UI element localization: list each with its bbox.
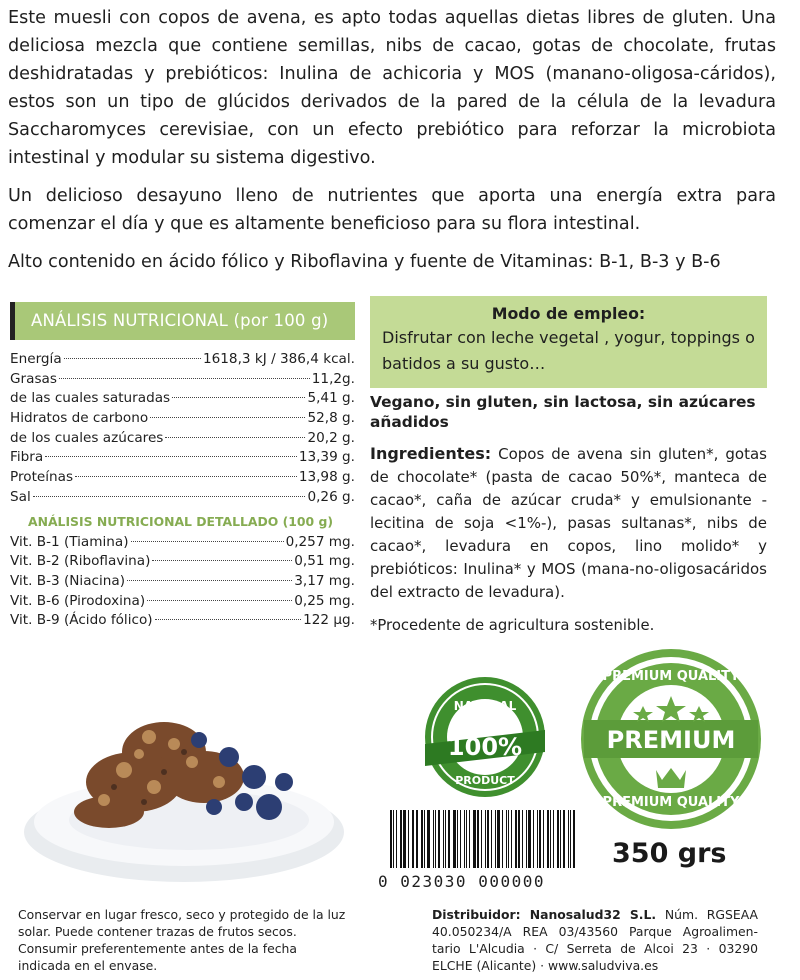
- nutrition-row: [10, 448, 355, 468]
- nutrition-row-value: 0,26 g.: [307, 488, 355, 505]
- barcode-bar: [413, 810, 414, 868]
- nutrition-row-label: Vit. B-9 (Ácido fólico): [10, 612, 153, 629]
- barcode-bar: [469, 810, 470, 868]
- barcode-bar: [453, 810, 456, 868]
- sustainability-note: *Procedente de agricultura sostenible.: [370, 617, 655, 634]
- nutrition-row-value: 13,39 g.: [298, 449, 355, 466]
- nutrition-row: [10, 389, 355, 409]
- nutrition-row: [10, 592, 355, 612]
- nutrition-row-label: Vit. B-6 (Pirodoxina): [10, 592, 146, 609]
- nutrition-rows: [10, 350, 355, 508]
- barcode-bar: [448, 810, 450, 868]
- barcode-bar: [539, 810, 541, 868]
- barcode-bar: [533, 810, 534, 868]
- nutrition-row-label: Fibra: [10, 449, 44, 466]
- barcode-bar: [466, 810, 467, 868]
- barcode-bar: [403, 810, 406, 868]
- dot-leader: [45, 456, 297, 457]
- barcode-bar: [433, 810, 434, 868]
- ingredients-text: Copos de avena sin gluten*, gotas de chocolate* (pasta de cacao 50%*, manteca de cacao*, caña de azúcar cruda* y emulsionante -lecitina de soja <1%-), pasas sultanas*, nibs de cacao*, levadura en copos, lino molido* y prebióticos: Inulina* y MOS (mana-no-oligosacáridos del extracto de levadura).: [370, 445, 767, 601]
- nutrition-row: [10, 409, 355, 429]
- dot-leader: [59, 378, 310, 379]
- barcode-number: 0 023030 000000: [378, 872, 545, 891]
- barcode-bar: [443, 810, 444, 868]
- dot-leader: [150, 417, 305, 418]
- nutrition-row: [10, 468, 355, 488]
- seal-natural-bottom: PRODUCT: [455, 774, 515, 787]
- nutrition-row-value: 52,8 g.: [307, 410, 355, 427]
- barcode-bar: [457, 810, 458, 868]
- barcode-bar: [537, 810, 538, 868]
- barcode-bar: [421, 810, 423, 868]
- barcode-bar: [515, 810, 517, 868]
- nutrition-row: [10, 370, 355, 390]
- dot-leader: [64, 358, 201, 359]
- barcode-bar: [485, 810, 486, 868]
- barcode-bar: [526, 810, 527, 868]
- nutrition-row-value: 5,41 g.: [307, 390, 355, 407]
- nutrition-row: [10, 488, 355, 508]
- barcode-bar: [518, 810, 520, 868]
- dot-leader: [155, 619, 302, 620]
- dot-leader: [127, 580, 292, 581]
- nutrition-row-value: 1618,3 kJ / 386,4 kcal.: [202, 351, 355, 367]
- barcode-bar: [508, 810, 509, 868]
- barcode-bar: [511, 810, 512, 868]
- nutrition-row-label: de las cuales saturadas: [10, 390, 171, 407]
- nutrition-row-label: Proteínas: [10, 469, 74, 486]
- barcode-bar: [563, 810, 565, 868]
- dot-leader: [75, 476, 297, 477]
- seal-natural-top: NATURAL: [453, 699, 517, 713]
- nutrition-row-label: Hidratos de carbono: [10, 410, 149, 427]
- nutrition-row-value: 0,25 mg.: [294, 592, 355, 609]
- barcode-bar: [427, 810, 430, 868]
- description-paragraph-3: Alto contenido en ácido fólico y Riboflavina y fuente de Vitaminas: B-1, B-3 y B-6: [8, 252, 721, 272]
- barcode-bar: [393, 810, 394, 868]
- nutrition-row-label: Vit. B-2 (Riboflavina): [10, 553, 151, 570]
- nutrition-row-label: Sal: [10, 488, 31, 505]
- net-weight: 350 grs: [612, 838, 727, 869]
- nutrition-row-label: de los cuales azúcares: [10, 429, 164, 446]
- dot-leader: [165, 437, 305, 438]
- nutrition-row-value: 0,257 mg.: [285, 533, 355, 550]
- barcode-bar: [557, 810, 560, 868]
- barcode-bars: [390, 810, 578, 868]
- nutrition-row: [10, 350, 355, 370]
- dot-leader: [33, 496, 306, 497]
- barcode-bar: [560, 810, 561, 868]
- nutrition-row: [10, 572, 355, 592]
- product-description: [8, 4, 776, 276]
- nutrition-row: [10, 429, 355, 449]
- muesli-bowl-image: [14, 682, 344, 892]
- usage-title: Modo de empleo:: [491, 304, 646, 323]
- premium-quality-seal: [578, 646, 764, 832]
- nutrition-detail-header: ANÁLISIS NUTRICIONAL DETALLADO (100 g): [28, 513, 333, 529]
- nutrition-row: [10, 533, 355, 553]
- barcode-bar: [570, 810, 571, 868]
- barcode-bar: [424, 810, 425, 868]
- barcode-bar: [400, 810, 402, 868]
- barcode-bar: [550, 810, 551, 868]
- barcode-bar: [547, 810, 549, 868]
- nutrition-detail-rows: [10, 533, 355, 631]
- storage-instructions: Conservar en lugar fresco, seco y protegido de la luz solar. Puede contener trazas de frutos secos. Consumir preferentemente antes de la fecha indicada en el envase.: [18, 907, 346, 973]
- barcode-bar: [396, 810, 397, 868]
- barcode-bar: [553, 810, 554, 868]
- barcode-bar: [497, 810, 500, 868]
- description-paragraph-2: Un delicioso desayuno lleno de nutrientes que aporta una energía extra para comenzar el día y que es altamente beneficioso para su flora intestinal.: [8, 186, 776, 234]
- nutrition-row-label: Vit. B-1 (Tiamina): [10, 533, 129, 550]
- barcode-bar: [495, 810, 496, 868]
- barcode: [378, 810, 578, 891]
- barcode-bar: [416, 810, 418, 868]
- barcode-bar: [464, 810, 465, 868]
- barcode-bar: [390, 810, 392, 868]
- barcode-bar: [491, 810, 492, 868]
- seal-natural-percent: 100%: [447, 733, 523, 761]
- nutrition-row: [10, 611, 355, 631]
- barcode-bar: [438, 810, 440, 868]
- seal-premium-top: PREMIUM QUALITY: [602, 669, 740, 684]
- usage-text: Disfrutar con leche vegetal , yogur, toppings o batidos a su gusto…: [382, 328, 755, 373]
- barcode-bar: [502, 810, 503, 868]
- nutrition-row-label: Energía: [10, 351, 62, 367]
- seal-premium-bottom: PREMIUM QUALITY: [602, 795, 740, 810]
- nutrition-row: [10, 552, 355, 572]
- barcode-bar: [481, 810, 482, 868]
- barcode-bar: [477, 810, 479, 868]
- barcode-bar: [412, 810, 413, 868]
- nutrition-row-value: 11,2g.: [311, 370, 355, 387]
- nutrition-row-value: 0,51 mg.: [294, 553, 355, 570]
- barcode-bar: [473, 810, 476, 868]
- nutrition-header: ANÁLISIS NUTRICIONAL (por 100 g): [10, 302, 355, 340]
- dot-leader: [152, 560, 292, 561]
- nutrition-row-value: 3,17 mg.: [294, 572, 355, 589]
- barcode-bar: [487, 810, 489, 868]
- dot-leader: [131, 541, 284, 542]
- seal-premium-mid: PREMIUM: [606, 726, 736, 754]
- barcode-bar: [568, 810, 569, 868]
- nutrition-table: [10, 302, 355, 631]
- barcode-bar: [573, 810, 575, 868]
- ingredients-title: Ingredientes:: [370, 444, 492, 463]
- diet-claims: Vegano, sin gluten, sin lactosa, sin azúcares añadidos: [370, 393, 756, 431]
- description-paragraph-1: Este muesli con copos de avena, es apto todas aquellas dietas libres de gluten. Una deliciosa mezcla que contiene semillas, nibs de cacao, gotas de chocolate, frutas deshidratadas y prebióticos: Inulina de achicoria y MOS (manano-oligosa-cáridos), estos son un tipo de glúcidos derivados de la pared de la célula de la levadura Saccharomyces cerevisiae, con un efecto prebiótico para reforzar la microbiota intestinal y modular su sistema digestivo.: [8, 8, 776, 168]
- nutrition-row-label: Grasas: [10, 370, 57, 387]
- barcode-bar: [435, 810, 436, 868]
- barcode-bar: [543, 810, 544, 868]
- natural-product-seal: [420, 672, 550, 802]
- barcode-bar: [408, 810, 409, 868]
- distributor-info: [432, 906, 758, 974]
- barcode-bar: [445, 810, 446, 868]
- distributor-label: Distribuidor: Nanosalud32 S.L.: [432, 907, 657, 922]
- dot-leader: [172, 397, 305, 398]
- barcode-bar: [528, 810, 531, 868]
- barcode-bar: [522, 810, 523, 868]
- nutrition-row-label: Vit. B-3 (Niacina): [10, 572, 126, 589]
- dot-leader: [147, 600, 292, 601]
- nutrition-row-value: 20,2 g.: [307, 429, 355, 446]
- ingredients: [370, 442, 767, 604]
- barcode-bar: [460, 810, 462, 868]
- nutrition-row-value: 122 μg.: [303, 612, 355, 629]
- barcode-bar: [506, 810, 508, 868]
- nutrition-row-value: 13,98 g.: [298, 469, 355, 486]
- distributor-text: Núm. RGSEAA 40.050234/A REA 03/43560 Parque Agroalimen-tario L'Alcudia · C/ Serreta de Alcoi 23 · 03290 ELCHE (Alicante) · www.saludviva.es: [432, 907, 758, 973]
- usage-box: [370, 296, 767, 388]
